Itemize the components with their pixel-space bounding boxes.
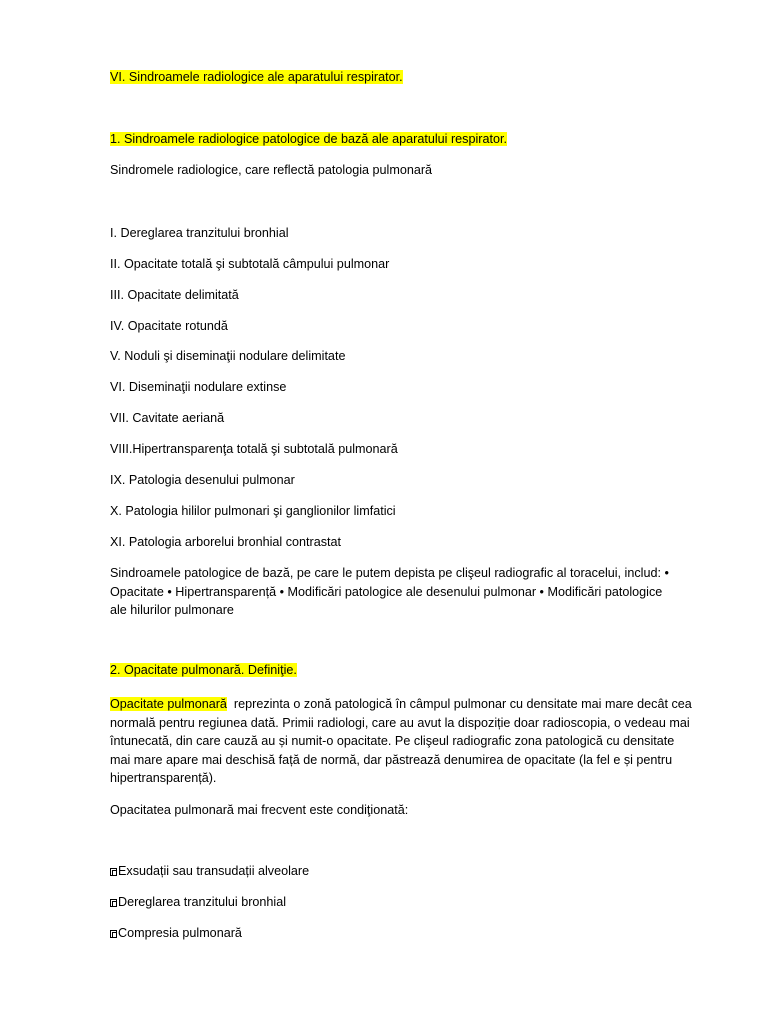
- condition-item-3-text: Compresia pulmonară: [118, 926, 242, 940]
- list-item-6: VI. Diseminaţii nodulare extinse: [110, 380, 287, 394]
- heading-section-1-text: 1. Sindroamele radiologice patologice de bază ale aparatului respirator.: [110, 132, 507, 146]
- heading-main-text: VI. Sindroamele radiologice ale aparatului respirator.: [110, 70, 403, 84]
- definition-line-4: mai mare apare mai deschisă față de normă, dar păstrează denumirea de opacitate (la fel e și pentru: [110, 753, 673, 767]
- box-bullet-icon: [110, 868, 117, 876]
- intro-text: Sindromele radiologice, care reflectă patologia pulmonară: [110, 163, 433, 177]
- heading-section-1: [110, 130, 507, 148]
- condition-item-3: [110, 924, 242, 942]
- list-item-8: VIII.Hipertransparenţa totală şi subtotală pulmonară: [110, 442, 398, 456]
- summary-line-1: Sindroamele patologice de bază, pe care le putem depista pe clişeul radiografic al toracelui, includ: •: [110, 566, 669, 580]
- condition-item-2-text: Dereglarea tranzitului bronhial: [118, 895, 287, 909]
- definition-term: Opacitate pulmonară: [110, 697, 227, 711]
- summary-line-2: Opacitate • Hipertransparență • Modificări patologice ale desenului pulmonar • Modificări patologice: [110, 585, 663, 599]
- list-item-10: X. Patologia hililor pulmonari şi ganglionilor limfatici: [110, 504, 396, 518]
- definition-line-1-text: reprezinta o zonă patologică în câmpul pulmonar cu densitate mai mare decât cea: [226, 697, 692, 711]
- condition-item-1-text: Exsudații sau transudații alveolare: [118, 864, 310, 878]
- box-bullet-icon: [110, 930, 117, 938]
- heading-section-2: [110, 661, 297, 679]
- summary-line-3: ale hilurilor pulmonare: [110, 603, 234, 617]
- list-item-11: XI. Patologia arborelui bronhial contrastat: [110, 535, 342, 549]
- list-item-9: IX. Patologia desenului pulmonar: [110, 473, 295, 487]
- box-bullet-icon: [110, 899, 117, 907]
- condition-item-1: [110, 862, 309, 880]
- heading-main: [110, 68, 403, 86]
- list-item-3: III. Opacitate delimitată: [110, 288, 239, 302]
- heading-section-2-text: 2. Opacitate pulmonară. Definiţie.: [110, 663, 297, 677]
- condition-item-2: [110, 893, 286, 911]
- definition-line-5: hipertransparență).: [110, 771, 217, 785]
- list-item-4: IV. Opacitate rotundă: [110, 319, 228, 333]
- conditions-intro: Opacitatea pulmonară mai frecvent este condiţionată:: [110, 803, 409, 817]
- definition-line-3: întunecată, din care cauză au și numit-o opacitate. Pe clişeul radiografic zona patologică cu densitate: [110, 734, 675, 748]
- list-item-7: VII. Cavitate aeriană: [110, 411, 225, 425]
- definition-line-1: [110, 695, 692, 713]
- list-item-2: II. Opacitate totală şi subtotală câmpului pulmonar: [110, 257, 390, 271]
- list-item-5: V. Noduli şi diseminaţii nodulare delimitate: [110, 349, 346, 363]
- list-item-1: I. Dereglarea tranzitului bronhial: [110, 226, 289, 240]
- definition-line-2: normală pentru regiunea dată. Primii radiologi, care au avut la dispoziție doar radioscopia, o vedeau mai: [110, 716, 690, 730]
